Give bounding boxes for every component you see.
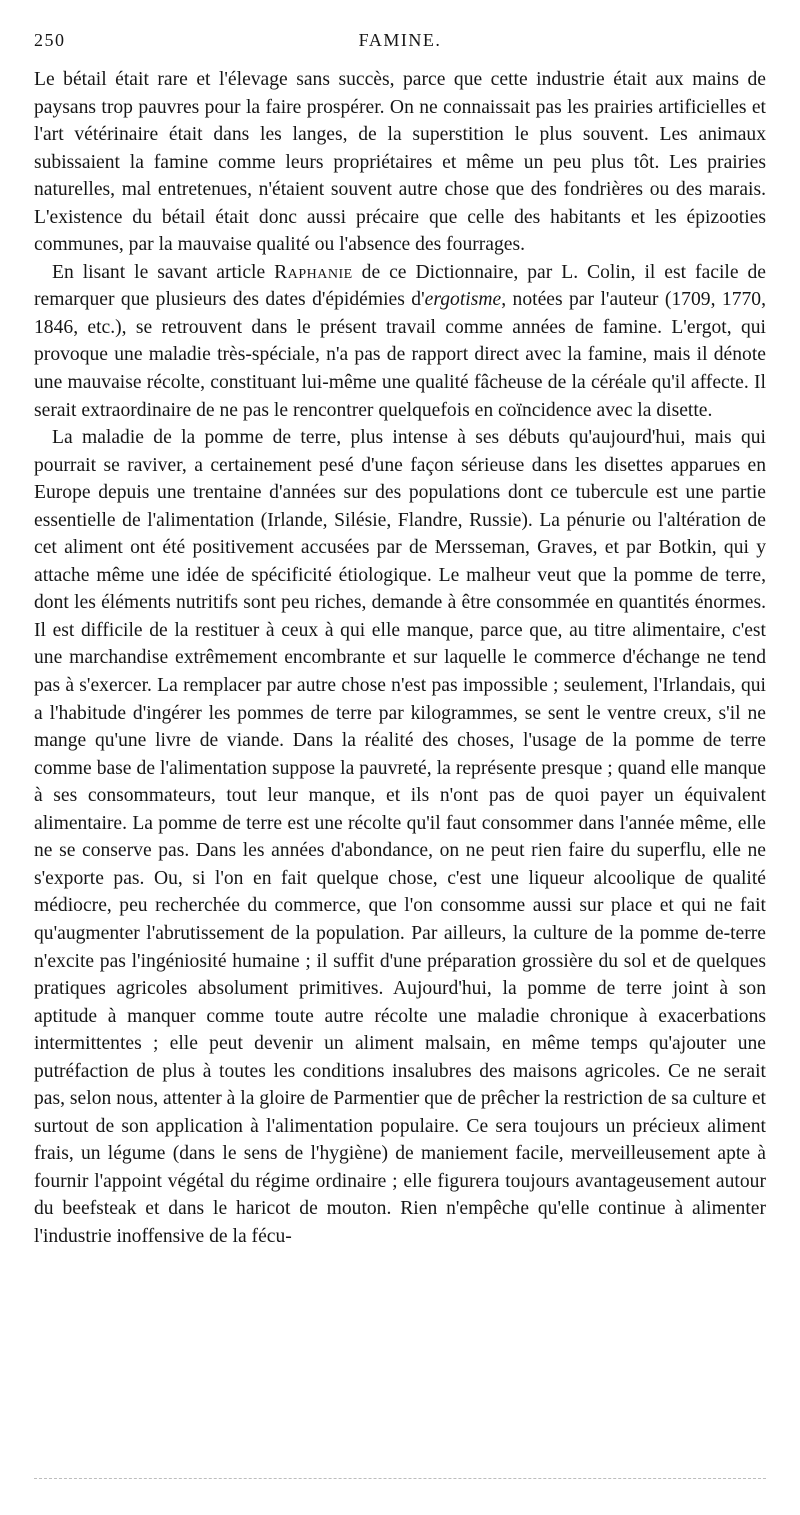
- paragraph-ergotism-part2: de ce Dictionnaire, par L. Colin, il est facile de remarquer que plusieurs des dates d'épidémies d': [34, 261, 766, 311]
- italic-term: ergotisme: [424, 289, 502, 311]
- running-head: [34, 30, 766, 52]
- paragraph-ergotism-part3: , notées par l'auteur (1709, 1770, 1846, etc.), se retrouvent dans le présent travail comme années de famine. L'ergot, qui provoque une maladie très-spéciale, n'a pas de rapport direct avec la famine, mais il dénote une mauvaise récolte, constituant lui-même une qualité fâcheuse de la céréale qu'il affecte. Il serait extraordinaire de ne pas le rencontrer quelquefois en coïncidence avec la disette.: [34, 289, 766, 421]
- page-number: 250: [34, 30, 66, 50]
- paragraph-ergotism-part1: En lisant le savant article: [52, 261, 275, 283]
- footer-divider: [34, 1478, 766, 1480]
- running-title: FAMINE.: [358, 30, 442, 50]
- paragraph-ergotism: [34, 259, 766, 424]
- body-text: [34, 66, 766, 1251]
- paragraph-livestock: Le bétail était rare et l'élevage sans succès, parce que cette industrie était aux mains de paysans trop pauvres pour la faire prospérer. On ne connaissait pas les prairies artificielles et l'art vétérinaire était dans les langes, de la superstition le plus souvent. Les animaux subissaient la famine comme leurs propriétaires et même un peu plus tôt. Les prairies naturelles, mal entretenues, n'étaient souvent autre chose que des fondrières ou des marais. L'existence du bétail était donc aussi précaire que celle des habitants et les épizooties communes, par la mauvaise qualité ou l'absence des fourrages.: [34, 69, 766, 256]
- paragraph-potato: La maladie de la pomme de terre, plus intense à ses débuts qu'aujourd'hui, mais qui pourrait se raviver, a certainement pesé d'une façon sérieuse dans les disettes apparues en Europe depuis une trentaine d'années sur des populations dont ce tubercule est une partie essentielle de l'alimentation (Irlande, Silésie, Flandre, Russie). La pénurie ou l'altération de cet aliment ont été positivement accusées par de Mersseman, Graves, et par Botkin, qui y attache même une idée de spécificité étiologique. Le malheur veut que la pomme de terre, dont les éléments nutritifs sont peu riches, demande à être consommée en quantités énormes. Il est difficile de la restituer à ceux à qui elle manque, parce que, au titre alimentaire, c'est une marchandise extrêmement encombrante et sur laquelle le commerce d'échange ne tend pas à s'exercer. La remplacer par autre chose n'est pas impossible ; seulement, l'Irlandais, qui a l'habitude d'ingérer les pommes de terre par kilogrammes, se sent le ventre creux, s'il ne mange qu'une livre de viande. Dans la réalité des choses, l'usage de la pomme de terre comme base de l'alimentation suppose la pauvreté, la représente presque ; quand elle manque à ses consommateurs, tout leur manque, et ils n'ont pas de quoi payer un équivalent alimentaire. La pomme de terre est une récolte qu'il faut consommer dans l'année même, elle ne se conserve pas. Dans les années d'abondance, on ne peut rien faire du superflu, elle ne s'exporte pas. Ou, si l'on en fait quelque chose, c'est une liqueur alcoolique de qualité médiocre, peu recherchée du commerce, que l'on consomme aussi sur place et qui ne fait qu'augmenter l'abrutissement de la population. Par ailleurs, la culture de la pomme de-terre n'excite pas l'ingéniosité humaine ; il suffit d'une préparation grossière du sol et de quelques pratiques agricoles absolument primitives. Aujourd'hui, la pomme de terre joint à son aptitude à manquer comme toute autre récolte une maladie chronique à exacerbations intermittentes ; elle peut devenir un aliment malsain, en même temps qu'ajouter une putréfaction de plus à toutes les conditions insalubres des maisons agricoles. Ce ne serait pas, selon nous, attenter à la gloire de Parmentier que de prêcher la restriction de sa culture et surtout de son application à l'alimentation populaire. Ce sera toujours un précieux aliment frais, un légume (dans le sens de l'hygiène) de maniement facile, merveilleusement apte à fournir l'appoint végétal du régime ordinaire ; elle figurera toujours avantageusement autour du beefsteak et dans le haricot de mouton. Rien n'empêche qu'elle continue à alimenter l'industrie inoffensive de la fécu-: [34, 427, 766, 1247]
- article-reference: Raphanie: [274, 261, 353, 283]
